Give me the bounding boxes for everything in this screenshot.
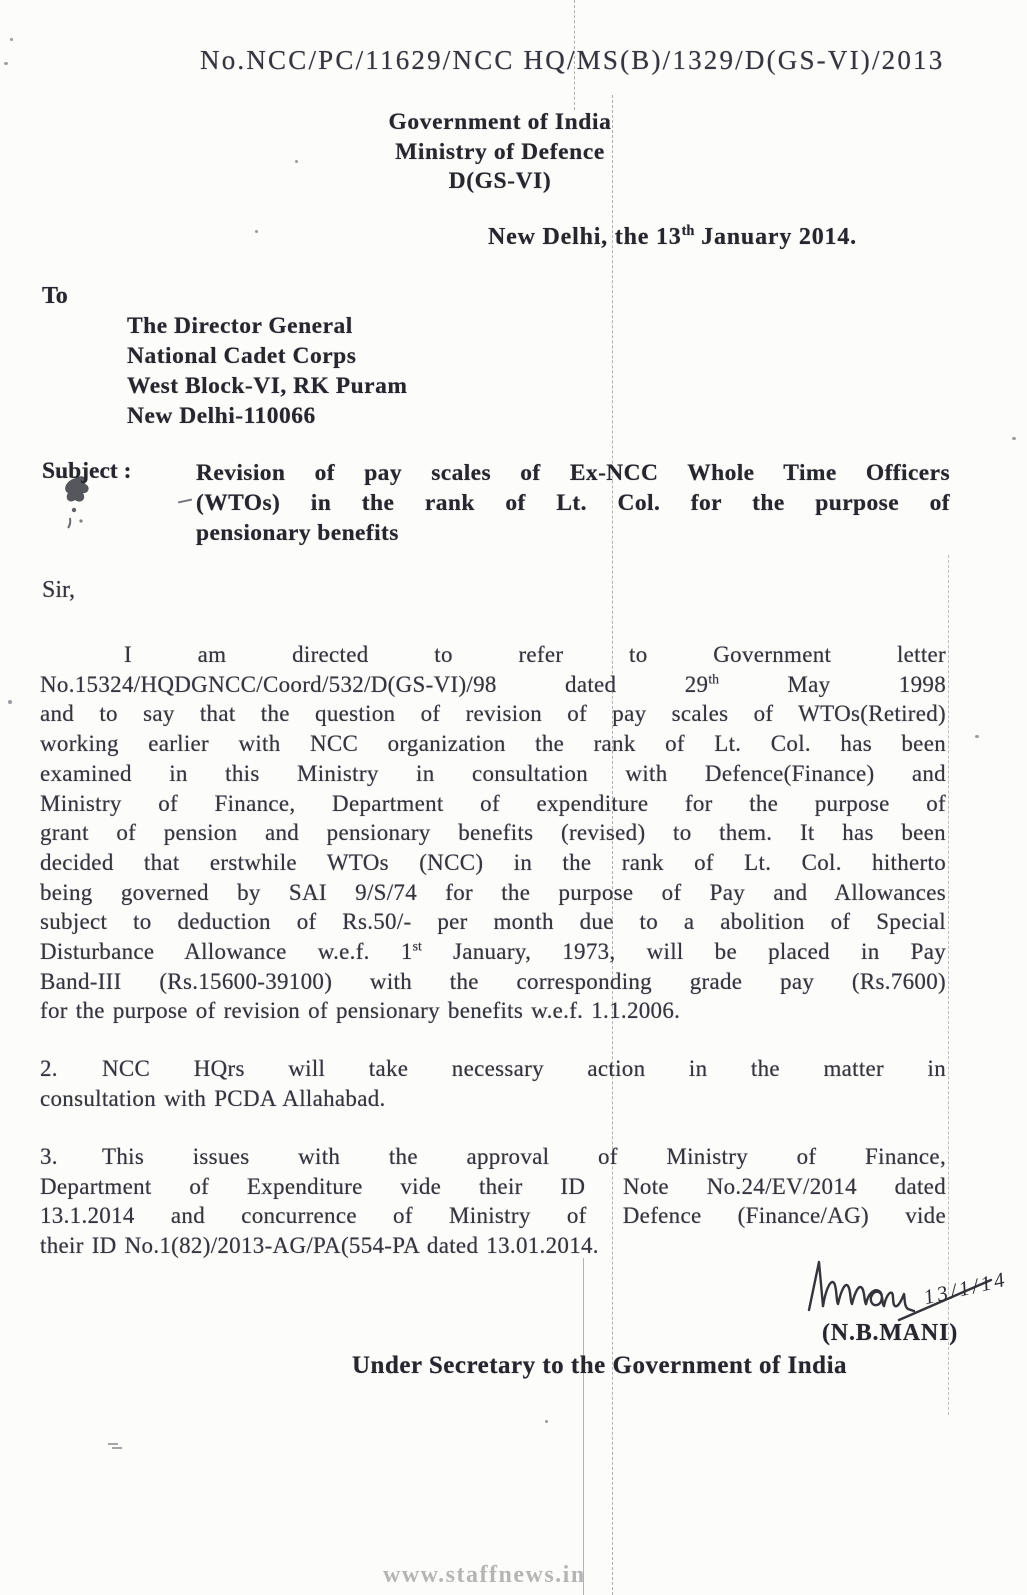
- scan-speck: [1012, 437, 1016, 440]
- paragraph-3-first-text: This issues with the approval of Ministry of Finance,: [102, 1144, 946, 1169]
- paragraph-number: 3.: [40, 1144, 58, 1169]
- subject-text: [196, 458, 950, 548]
- subject-label: Subject :: [42, 458, 132, 484]
- address-line: The Director General: [127, 313, 353, 339]
- signatory-designation: Under Secretary to the Government of India: [352, 1352, 848, 1379]
- body-line: Department of Expenditure vide their ID Note No.24/EV/2014 dated: [40, 1173, 946, 1199]
- scan-speck: [545, 1420, 548, 1423]
- paragraph-2: [40, 1054, 946, 1113]
- body-line: Disturbance Allowance w.e.f. 1st January, 1973, will be placed in Pay: [40, 938, 947, 965]
- body-line: grant of pension and pensionary benefits (revised) to them. It has been: [40, 820, 946, 846]
- address-line: New Delhi-110066: [127, 403, 316, 429]
- scan-speck: [8, 700, 12, 704]
- body-line: and to say that the question of revision of pay scales of WTOs(Retired): [40, 701, 946, 727]
- paragraph-2-first-text: NCC HQrs will take necessary action in the matter in: [102, 1056, 946, 1081]
- body-line: examined in this Ministry in consultation with Defence(Finance) and: [40, 760, 946, 786]
- body-line: being governed by SAI 9/S/74 for the purpose of Pay and Allowances: [40, 879, 946, 905]
- subject-line: pensionary benefits: [196, 520, 399, 546]
- body-line: 13.1.2014 and concurrence of Ministry of Defence (Finance/AG) vide: [40, 1203, 946, 1229]
- signatory-name: (N.B.MANI): [822, 1320, 958, 1346]
- watermark-text: www.staffnews.in: [383, 1562, 586, 1588]
- body-line: No.15324/HQDGNCC/Coord/532/D(GS-VI)/98 dated 29th May 1998: [40, 671, 946, 697]
- fold-line-center-lower: [583, 1258, 584, 1595]
- signature-handwritten-date: 13/1/14: [921, 1266, 1010, 1310]
- place-date-line: New Delhi, the 13th January 2014.: [488, 223, 857, 250]
- paragraph-1-lines: [40, 670, 946, 1026]
- body-line: subject to deduction of Rs.50/- per month due to a abolition of Special: [40, 909, 946, 935]
- address-line: West Block-VI, RK Puram: [127, 373, 408, 399]
- scan-speck: [975, 735, 979, 738]
- to-label: To: [42, 283, 68, 309]
- scan-speck: [4, 62, 8, 65]
- paragraph-3: [40, 1142, 946, 1261]
- org-header-line: Ministry of Defence: [395, 138, 605, 165]
- body-line: Band-III (Rs.15600-39100) with the corresponding grade pay (Rs.7600): [40, 968, 946, 994]
- reference-number: No.NCC/PC/11629/NCC HQ/MS(B)/1329/D(GS-VI)/2013: [200, 45, 945, 75]
- body-line: Ministry of Finance, Department of expenditure for the purpose of: [40, 790, 946, 816]
- subject-line: (WTOs) in the rank of Lt. Col. for the purpose of: [196, 490, 950, 516]
- org-header: [300, 108, 700, 197]
- org-header-line: Government of India: [388, 109, 612, 135]
- body-line: decided that erstwhile WTOs (NCC) in the rank of Lt. Col. hitherto: [40, 849, 946, 875]
- scan-speck: [295, 160, 298, 163]
- address-line: National Cadet Corps: [127, 343, 357, 369]
- body-line: for the purpose of revision of pensionary benefits w.e.f. 1.1.2006.: [40, 998, 681, 1024]
- body-line: consultation with PCDA Allahabad.: [40, 1085, 386, 1111]
- paragraph-number: 2.: [40, 1056, 58, 1081]
- scan-speck: [255, 230, 258, 233]
- subject-line: Revision of pay scales of Ex-NCC Whole Time Officers: [196, 460, 950, 486]
- salutation: Sir,: [42, 577, 76, 603]
- paragraph-1: [40, 640, 946, 1026]
- scan-speck: [10, 38, 13, 41]
- recipient-address: [127, 311, 407, 431]
- paragraph-1-first-line: I am directed to refer to Government letter: [124, 642, 946, 667]
- scan-mark: [112, 1447, 122, 1449]
- paragraph-2-lines: [40, 1084, 946, 1114]
- stray-pen-mark: [178, 499, 192, 504]
- paragraph-3-first-line: [40, 1142, 946, 1172]
- body-line: working earlier with NCC organization the rank of Lt. Col. has been: [40, 731, 946, 757]
- org-header-line: D(GS-VI): [448, 168, 552, 194]
- paragraph-2-first-line: [40, 1054, 946, 1084]
- body-line: their ID No.1(82)/2013-AG/PA(554-PA dated 13.01.2014.: [40, 1233, 599, 1259]
- scan-mark: [108, 1443, 118, 1445]
